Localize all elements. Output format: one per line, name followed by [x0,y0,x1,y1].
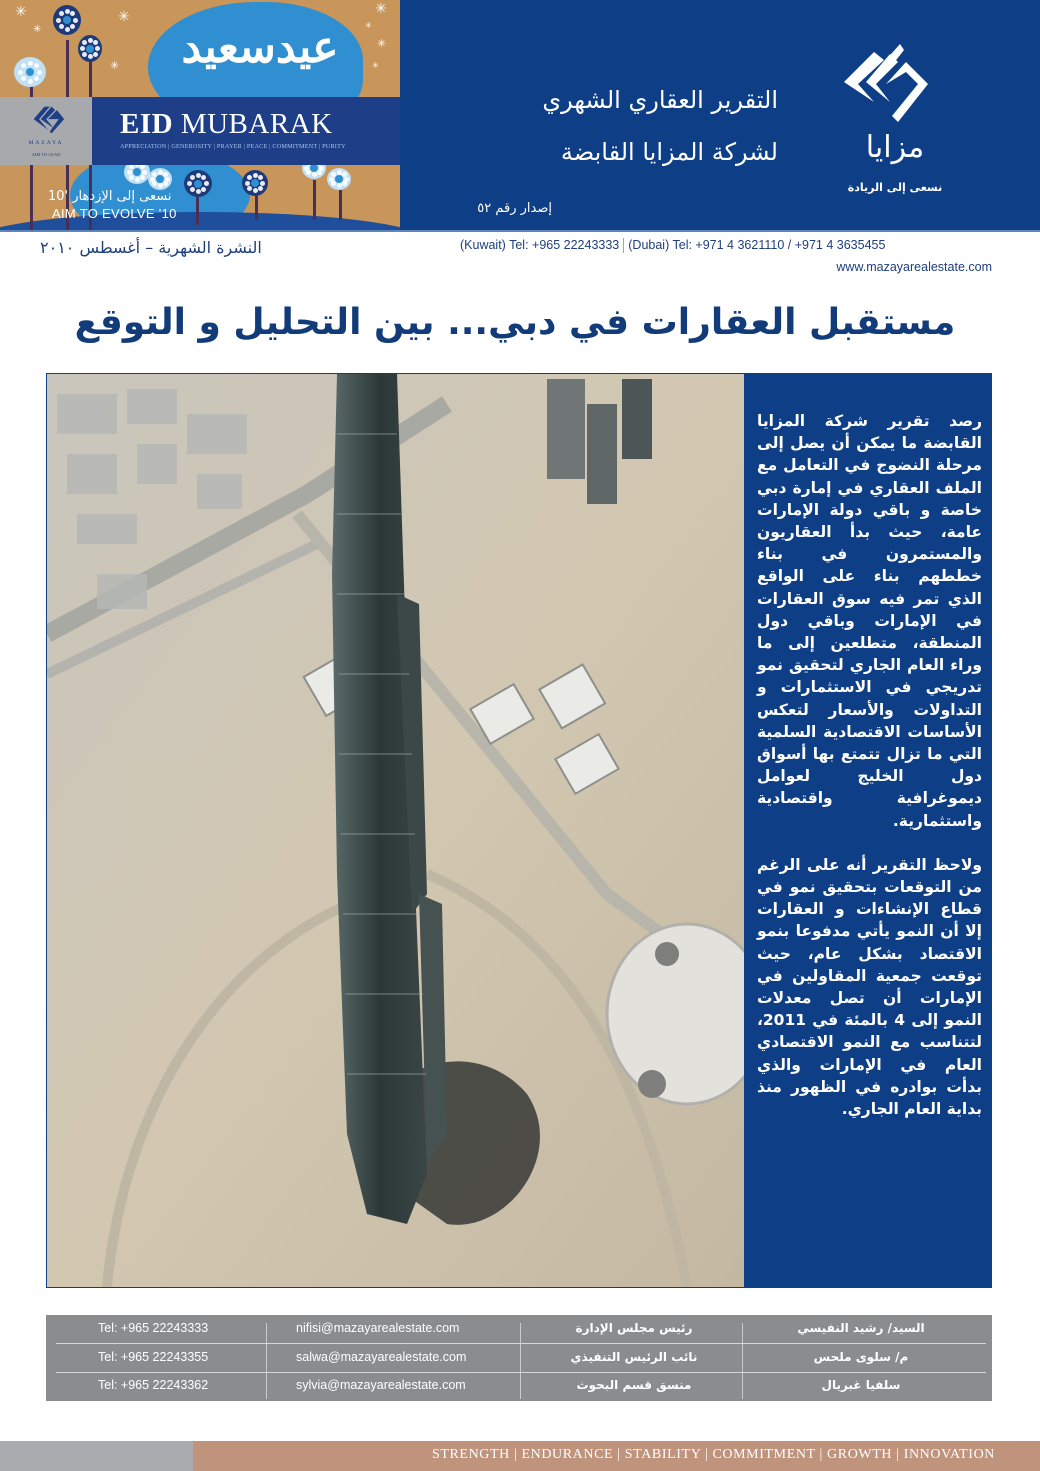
flower-petal-dot [59,11,64,16]
flower-icon [78,35,102,62]
newsletter-date: النشرة الشهرية – أغسطس ٢٠١٠ [40,238,262,257]
star-icon: ✳ [15,4,27,20]
flower-petal-dot [312,172,317,177]
contact-name: السيد/ رشيد النفيسي [797,1321,925,1335]
flower-petal-dot [73,18,78,23]
flower-center-dot [26,68,34,76]
flower-petal-dot [304,166,309,171]
flower-icon [184,170,212,197]
star-icon: ✳ [375,1,387,17]
contact-tel: Tel: +965 22243355 [98,1350,209,1364]
flower-center-dot [310,164,318,172]
flower-icon [327,168,351,190]
kuwait-phone: (Kuwait) Tel: +965 22243333 [460,238,620,252]
article-paragraph: رصد تقرير شركة المزايا القابضة ما يمكن أن يصل إلى مرحلة النضوج في التعامل مع الملف العقاري في إمارة دبي خاصة و باقي دولة الإمارات عامة، حيث بدأ العقاريون والمستمرون في بناء خططهم بناء على الواقع الذي تمر فيه سوق العقارات في الإمارات وباقي دول المنطقة، متطلعين إلى ما وراء العام الجاري لتحقيق نمو تدريجي في الاستثمارات و التداولات والأسعار لتعكس الأساسات الاقتصادية السلمية التي ما تزال تتمتع بها أسواق دول الخليج لعوامل ديموغرافية واقتصادية واستثمارية. [757,412,982,830]
flower-petal-dot [129,175,134,180]
flower-center-dot [194,180,202,188]
article-body [757,410,982,1120]
flower-petal-dot [21,63,26,68]
flower-center-dot [156,175,164,183]
flower-petal-dot [190,187,195,192]
flower-petal-dot [70,11,75,16]
contact-email[interactable]: sylvia@mazayarealestate.com [296,1378,466,1392]
flower-petal-dot [93,40,98,45]
flower-petal-dot [28,79,33,84]
flower-icon [14,57,46,87]
star-icon: ✳ [118,9,130,25]
flower-petal-dot [140,175,145,180]
flower-center-dot [251,179,259,187]
flower-petal-dot [59,24,64,29]
mazaya-logo-icon [840,40,932,125]
logo-name: مزايا [865,130,925,165]
star-icon: ✳ [372,61,379,70]
flower-petal-dot [187,181,192,186]
eid-calligraphy: عيدسعيد [181,22,339,73]
flower-petal-dot [247,186,252,191]
flower-petal-dot [196,173,201,178]
flower-petal-dot [88,54,93,59]
flower-petal-dot [253,188,258,193]
flower-petal-dot [82,40,87,45]
flower-petal-dot [65,9,70,14]
star-icon: ✳ [377,37,387,50]
photo-illustration [47,374,744,1287]
mini-logo-tagline: AIM TO LEAD [31,152,61,157]
issue-number: إصدار رقم ٥٢ [477,201,552,216]
eid-mubarak-banner [0,0,400,232]
contact-name: سلفيا غبريال [821,1378,901,1392]
flower-petal-dot [253,173,258,178]
contact-row [46,1345,992,1373]
mazaya-logo-icon [30,103,66,137]
flower-petal-dot [150,177,155,182]
flower-petal-dot [95,46,100,51]
flower-petal-dot [142,170,147,175]
contact-role: رئيس مجلس الإدارة [575,1321,693,1335]
flower-stem [313,180,316,220]
flower-petal-dot [18,70,23,75]
flower-petal-dot [342,181,347,186]
article-headline: مستقبل العقارات في دبي... بين التحليل و التوقع [74,302,956,343]
contacts-table [46,1315,992,1401]
dubai-phone: (Dubai) Tel: +971 4 3621110 / +971 4 3635455 [628,238,886,252]
contact-tel: Tel: +965 22243362 [98,1378,209,1392]
flower-stem [255,195,258,220]
flower-petal-dot [163,181,168,186]
star-icon: ✳ [110,59,120,72]
eid-english-tagline: AIM TO EVOLVE '10 [52,206,177,221]
star-icon: ✳ [33,24,42,35]
flower-petal-dot [82,52,87,57]
contact-name: م/ سلوى ملحس [813,1350,909,1364]
flower-petal-dot [21,76,26,81]
contact-phones [460,238,885,253]
flower-petal-dot [258,175,263,180]
mini-logo-name: MAZAYA [28,140,64,146]
flower-petal-dot [28,61,33,66]
flower-petal-dot [93,52,98,57]
flower-petal-dot [70,24,75,29]
flower-petal-dot [158,183,163,188]
flower-petal-dot [34,76,39,81]
eid-title-rest: MUBARAK [180,108,333,140]
flower-petal-dot [204,181,209,186]
contact-email[interactable]: salwa@mazayarealestate.com [296,1350,467,1364]
flower-petal-dot [37,70,42,75]
contact-role: نائب الرئيس التنفيذي [570,1350,698,1364]
flower-stem [339,190,342,220]
footer-values: STRENGTH | ENDURANCE | STABILITY | COMMITMENT | GROWTH | INNOVATION [431,1447,995,1462]
flower-petal-dot [201,175,206,180]
eid-title-bold: EID [120,108,174,140]
flower-petal-dot [56,18,61,23]
star-icon: ✳ [365,21,372,30]
flower-icon [148,168,172,190]
flower-petal-dot [34,63,39,68]
flower-petal-dot [337,183,342,188]
aerial-tower-photo [47,374,744,1287]
flower-center-dot [335,175,343,183]
header-divider [0,230,1040,232]
eid-values-text: APPRECIATION | GENEROSITY | PRAYER | PEACE | COMMITMENT | PURITY [120,143,346,150]
flower-stem [196,195,199,225]
flower-petal-dot [135,177,140,182]
flower-icon [242,170,268,196]
flower-petal-dot [260,181,265,186]
flower-petal-dot [196,189,201,194]
flower-petal-dot [190,175,195,180]
contact-tel: Tel: +965 22243333 [98,1321,209,1335]
article-paragraph: ولاحظ التقرير أنه على الرغم من التوقعات بتحقيق نمو في قطاع الإنشاءات و العقارات إلا أن النمو يأتي مدفوعا بنمو الاقتصاد بشكل عام، حيث توقعت جمعية المقاولين في الإمارات أن تصل معدلات النمو إلى 4 بالمئة في 2011، لتتناسب مع النمو الاقتصادي العام في الإمارات والذي بدأت بوادره في الظهور منذ بداية العام الجاري. [757,855,982,1119]
contact-role: منسق قسم البحوث [576,1378,692,1392]
flower-petal-dot [317,170,322,175]
contact-email[interactable]: nifisi@mazayarealestate.com [296,1321,460,1335]
flower-petal-dot [329,177,334,182]
report-title-line2: لشركة المزايا القابضة [560,138,778,166]
website-link[interactable]: www.mazayarealestate.com [836,260,992,274]
report-title-line1: التقرير العقاري الشهري [542,86,778,114]
flower-petal-dot [127,170,132,175]
flower-petal-dot [80,46,85,51]
flower-petal-dot [258,186,263,191]
flower-center-dot [133,168,141,176]
flower-center-dot [63,16,71,24]
contact-row [46,1373,992,1401]
footer-gray-block [0,1441,193,1471]
flower-petal-dot [65,27,70,32]
eid-title [120,108,333,141]
flower-petal-dot [201,187,206,192]
report-header [400,0,1040,230]
flower-icon [53,5,81,35]
flower-petal-dot [88,38,93,43]
flower-center-dot [86,45,94,53]
flower-petal-dot [245,181,250,186]
phone-separator [623,238,624,253]
flower-petal-dot [140,164,145,169]
logo-tagline: نسعى إلى الريادة [847,181,943,194]
eid-arabic-tagline: نسعى إلى الإزدهار '10 [48,189,172,204]
contact-row [46,1316,992,1344]
